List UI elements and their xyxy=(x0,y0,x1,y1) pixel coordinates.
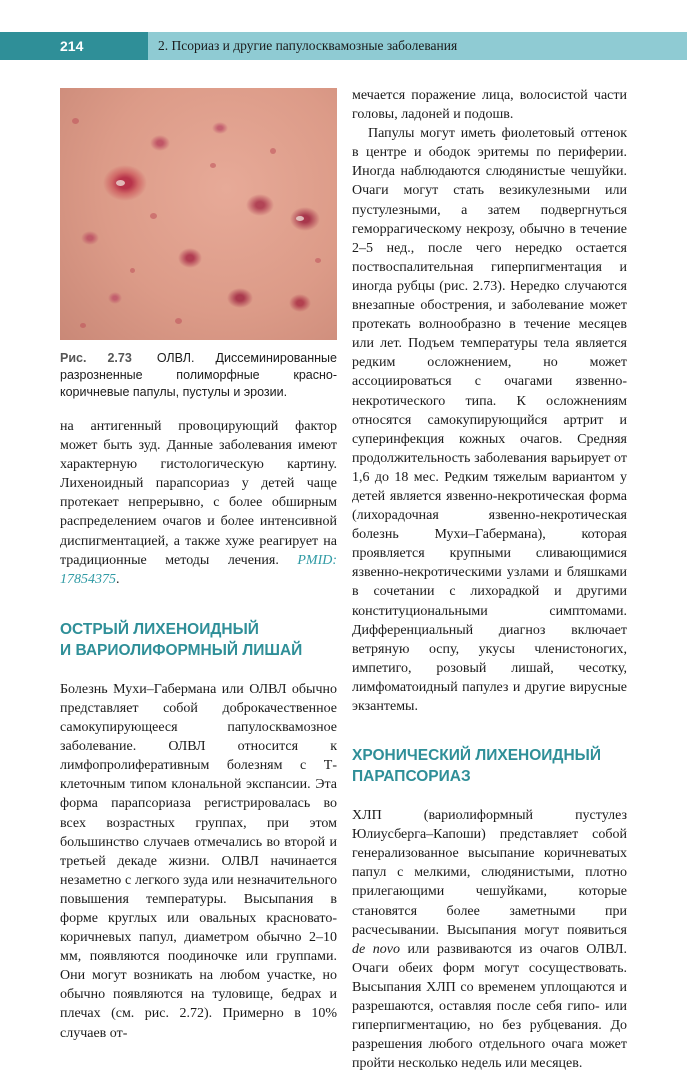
figure-caption xyxy=(60,350,337,401)
page-number: 214 xyxy=(0,32,148,60)
pmid-link[interactable]: PMID: 17854375 xyxy=(60,552,338,587)
section-heading-chronic xyxy=(352,745,627,787)
section-heading-acute xyxy=(60,619,337,661)
running-header xyxy=(0,32,687,60)
heading-line: ХРОНИЧЕСКИЙ ЛИХЕНОИДНЫЙ xyxy=(352,747,601,765)
figure-label: Рис. 2.73 xyxy=(60,351,132,365)
heading-line: И ВАРИОЛИФОРМНЫЙ ЛИШАЙ xyxy=(60,641,303,659)
clinical-photo xyxy=(60,88,337,340)
figure-abbr: ОЛВЛ. xyxy=(156,351,195,365)
figure-caption-text: Диссеминированные разрозненные полиморфные красно-коричневые папулы, пустулы и эрозии. xyxy=(60,351,337,399)
right-body-2 xyxy=(352,806,627,1073)
paragraph xyxy=(352,806,627,1073)
paragraph: Болезнь Мухи–Габермана или ОЛВЛ обычно представляет собой доброкачественное самокупирующееся папулосквамозное заболевание. ОЛВЛ относится к лимфопролиферативным болезням с Т-клеточным типом клональной экспансии. Эта форма парапсориаза регистрировалась во всех возрастных группах, при этом большинство случаев отмечались во второй и третьей декаде жизни. ОЛВЛ начинается незаметно с легкого зуда или незначительного повышения температуры. Высыпания в форме круглых или овальных красновато-коричневых папул, диаметром обычно 2–10 мм, появляются поодиночке или группами. Они могут возникать на любом участке, но обычно появляются на туловище, бедрах и плечах (см. рис. 2.72). Примерно в 10% случаев от- xyxy=(60,681,337,1041)
left-column xyxy=(60,88,337,1043)
right-body xyxy=(352,86,627,716)
chapter-title: 2. Псориаз и другие папулосквамозные заболевания xyxy=(158,38,458,53)
heading-line: ПАРАПСОРИАЗ xyxy=(352,768,471,786)
paragraph: мечается поражение лица, волосистой части головы, ладоней и подошв. xyxy=(352,88,627,123)
italic-term: de novo xyxy=(352,941,400,957)
left-intro xyxy=(60,417,337,589)
heading-line: ОСТРЫЙ ЛИХЕНОИДНЫЙ xyxy=(60,620,259,638)
paragraph-part: или развиваются из очагов ОЛВЛ. Очаги обеих форм могут сосуществовать. Высыпания ХЛП со временем уплощаются и разрешаются, оставляя после себя гипо- или гиперпигментацию, но без рубцевания. До разрешения любого отдельного очага может пройти несколько недель или месяцев. xyxy=(352,941,627,1072)
right-column xyxy=(352,86,627,1073)
paragraph-part: ХЛП (вариолиформный пустулез Юлиусберга–Капоши) представляет собой генерализованное высыпание коричневатых папул с мелкими, слюдянистыми, плотно прилегающими чешуйками, которые становятся более заметными при расчесывании. Высыпания могут появиться xyxy=(352,808,627,938)
left-body xyxy=(60,680,337,1043)
intro-text: на антигенный провоцирующий фактор может быть зуд. Данные заболевания имеют характерную гистологическую картину. Лихеноидный парапсориаз у детей чаще протекает непрерывно, с более обширным распределением очагов и более интенсивной диспигментацией, а также хуже реагирует на традиционные методы лечения. xyxy=(60,419,337,568)
pmid-tail: . xyxy=(116,571,120,587)
paragraph: Папулы могут иметь фиолетовый оттенок в центре и ободок эритемы по периферии. Иногда наблюдаются слюдянистые чешуйки. Очаги могут стать везикулезными или пустулезными, а затем подвергнуться геморрагическому некрозу, обычно в течение 2–5 нед., после чего нередко остается поствоспалительная гиперпигментация и иногда рубцы (рис. 2.73). Нередко случаются внезапные обострения, и заболевание может протекать волнообразно в течение месяцев или лет. Подъем температуры тела является редким осложнением, но может ассоциироваться с очагами язвенно-некротического типа. К осложнениям относятся самокупирующийся артрит и суперинфекция кожных очагов. Средняя продолжительность заболевания варьирует от 1,6 до 18 мес. Редким тяжелым вариантом у детей является язвенно-некротическая форма (лихорадочная язвенно-некротическая болезнь Мухи–Габермана), которая проявляется крупными сливающимися язвенно-некротическими узлами и бляшками в сочетании с лихорадкой и другими конституциональными симптомами. Дифференциальный диагноз включает ветряную оспу, укусы членистоногих, импетиго, розовый лишай, чесотку, лимфоматоидный папулез и другие вирусные экзантемы. xyxy=(352,126,627,714)
